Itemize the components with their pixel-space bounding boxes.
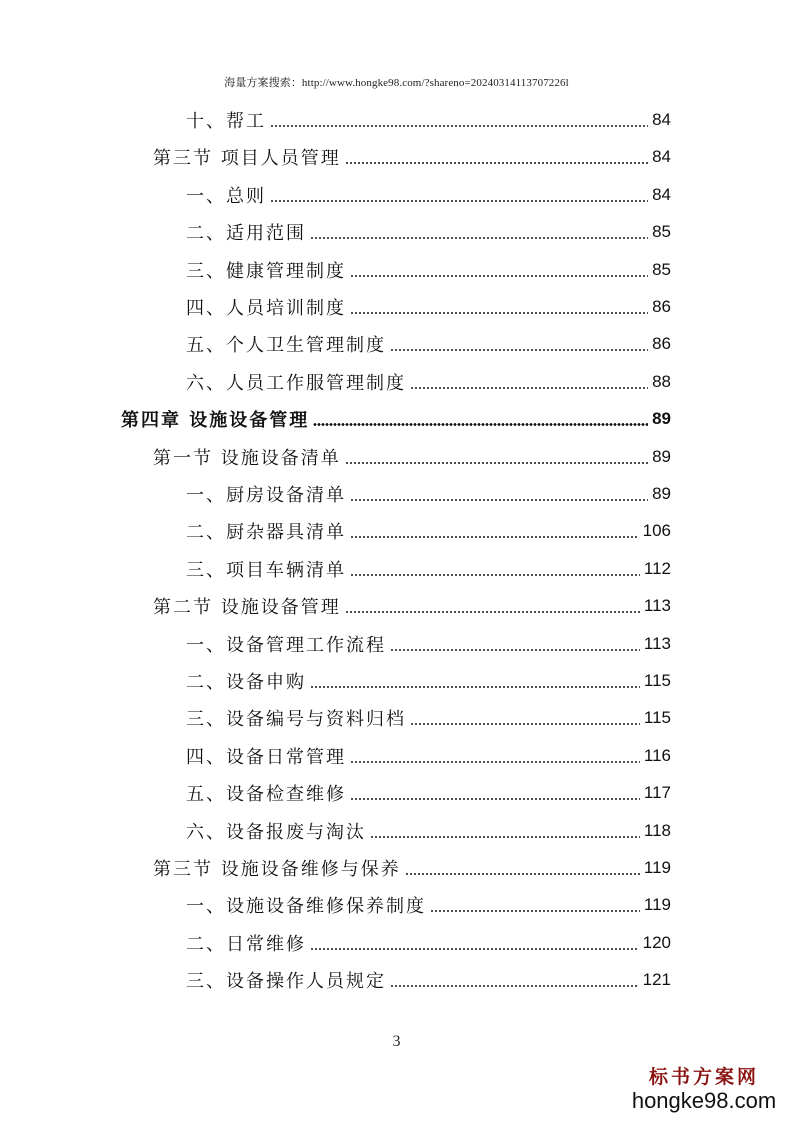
toc-entry-page-number: 117: [643, 783, 671, 803]
toc-entry-page-number: 113: [643, 596, 671, 616]
toc-dot-leader: [410, 723, 640, 725]
toc-entry-title: 四、设备日常管理: [186, 746, 346, 768]
toc-entry[interactable]: [186, 961, 671, 999]
toc-entry-page-number: 112: [643, 558, 671, 578]
toc-entry[interactable]: [186, 288, 671, 326]
toc-entry[interactable]: [186, 325, 671, 363]
toc-dot-leader: [390, 985, 639, 987]
toc-entry-page-number: 86: [652, 297, 671, 316]
toc-entry-page-number: 89: [652, 446, 671, 466]
toc-entry-title: 三、健康管理制度: [186, 260, 346, 282]
toc-entry-page-number: 89: [652, 409, 671, 429]
toc-entry-page-number: 85: [652, 222, 671, 242]
toc-entry-title: 五、设备检查维修: [186, 784, 346, 806]
toc-entry-title: 第三节 设施设备维修与保养: [153, 859, 401, 880]
toc-entry-page-number: 86: [652, 334, 671, 354]
toc-entry-title: 第三节 项目人员管理: [153, 148, 341, 170]
toc-entry-title: 三、项目车辆清单: [186, 559, 346, 581]
toc-dot-leader: [350, 761, 640, 763]
toc-dot-leader: [345, 462, 648, 464]
toc-dot-leader: [310, 237, 648, 239]
toc-entry-title: 三、设备编号与资料归档: [186, 709, 406, 731]
page-number: 3: [392, 1033, 401, 1050]
toc-entry[interactable]: [186, 512, 671, 550]
toc-entry-page-number: 84: [652, 147, 671, 167]
toc-entry[interactable]: [121, 400, 671, 438]
toc-dot-leader: [270, 200, 648, 202]
toc-entry-page-number: 119: [643, 858, 671, 877]
toc-entry-title: 二、设备申购: [186, 672, 306, 693]
toc-dot-leader: [405, 873, 640, 875]
toc-entry-title: 六、设备报废与淘汰: [186, 821, 366, 843]
toc-entry-page-number: 116: [643, 745, 671, 765]
toc-entry-title: 第二节 设施设备管理: [153, 597, 341, 619]
toc-entry-title: 十、帮工: [186, 111, 266, 132]
toc-dot-leader: [350, 499, 648, 501]
toc-entry-title: 一、厨房设备清单: [186, 485, 346, 506]
toc-entry-page-number: 121: [642, 970, 671, 990]
toc-entry-title: 一、设施设备维修保养制度: [186, 896, 426, 918]
toc-entry[interactable]: [153, 849, 671, 887]
toc-entry-page-number: 115: [643, 671, 671, 690]
toc-entry[interactable]: [186, 737, 671, 775]
toc-dot-leader: [390, 649, 640, 651]
toc-dot-leader: [310, 948, 639, 950]
toc-entry-title: 四、人员培训制度: [186, 298, 346, 319]
site-watermark-logo: [629, 1066, 779, 1114]
toc-entry-title: 一、设备管理工作流程: [186, 634, 386, 656]
toc-entry[interactable]: [186, 213, 671, 251]
toc-entry-title: 五、个人卫生管理制度: [186, 335, 386, 357]
toc-dot-leader: [350, 275, 648, 277]
toc-entry[interactable]: [186, 774, 671, 812]
toc-dot-leader: [310, 686, 640, 688]
toc-dot-leader: [345, 162, 648, 164]
toc-dot-leader: [350, 312, 648, 314]
watermark-domain-text: hongke98.com: [631, 1088, 777, 1113]
toc-entry[interactable]: [186, 475, 671, 513]
toc-entry[interactable]: [186, 662, 671, 700]
toc-entry-page-number: 120: [642, 932, 671, 952]
toc-entry[interactable]: [186, 101, 671, 139]
toc-entry[interactable]: [186, 886, 671, 924]
toc-entry-page-number: 89: [652, 484, 671, 503]
toc-dot-leader: [345, 611, 640, 613]
toc-dot-leader: [390, 349, 648, 351]
toc-entry-page-number: 106: [642, 521, 671, 541]
watermark-chinese-text: 标书方案网: [648, 1066, 759, 1088]
toc-entry-title: 二、厨杂器具清单: [186, 522, 346, 544]
toc-dot-leader: [430, 910, 640, 912]
toc-entry-title: 六、人员工作服管理制度: [186, 372, 406, 394]
toc-entry-title: 第四章 设施设备管理: [121, 410, 310, 432]
toc-entry-title: 三、设备操作人员规定: [186, 971, 386, 993]
toc-entry-title: 第一节 设施设备清单: [153, 447, 341, 469]
toc-entry[interactable]: [186, 699, 671, 737]
toc-entry-page-number: 113: [643, 633, 671, 653]
toc-entry-page-number: 88: [652, 371, 671, 391]
toc-dot-leader: [410, 387, 648, 389]
toc-entry[interactable]: [186, 550, 671, 588]
toc-entry-title: 一、总则: [186, 185, 266, 207]
toc-entry[interactable]: [186, 625, 671, 663]
toc-entry[interactable]: [186, 251, 671, 289]
toc-entry[interactable]: [186, 924, 671, 962]
toc-entry-page-number: 84: [652, 184, 671, 204]
toc-dot-leader: [350, 536, 639, 538]
toc-entry-page-number: 119: [643, 895, 671, 915]
toc-dot-leader: [270, 125, 648, 127]
toc-entry[interactable]: [186, 363, 671, 401]
toc-entry[interactable]: [186, 176, 671, 214]
toc-entry[interactable]: [153, 438, 671, 476]
toc-entry[interactable]: [153, 138, 671, 176]
toc-dot-leader: [350, 574, 640, 576]
toc-entry-title: 二、日常维修: [186, 933, 306, 955]
toc-entry-page-number: 118: [643, 820, 671, 840]
toc-dot-leader: [370, 836, 640, 838]
toc-entry-page-number: 84: [652, 110, 671, 129]
page-header-search-link[interactable]: 海量方案搜索：http://www.hongke98.com/?shareno=20240314113707226l: [224, 77, 569, 89]
toc-dot-leader: [313, 423, 648, 426]
toc-dot-leader: [350, 798, 640, 800]
toc-entry-title: 二、适用范围: [186, 223, 306, 245]
toc-entry-page-number: 85: [652, 259, 671, 279]
toc-entry-page-number: 115: [643, 708, 671, 728]
toc-entry[interactable]: [186, 812, 671, 850]
toc-entry[interactable]: [153, 587, 671, 625]
